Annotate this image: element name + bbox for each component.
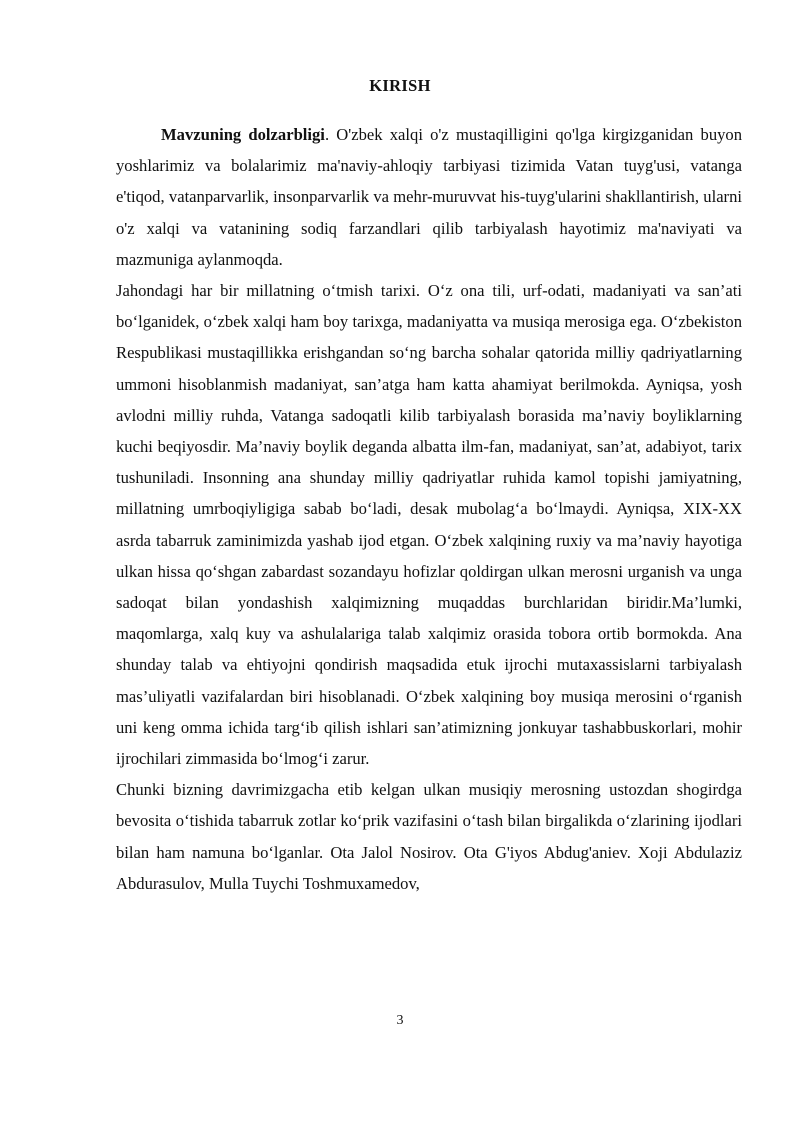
- section-heading: KIRISH: [369, 76, 431, 95]
- paragraph-heritage: Jahondagi har bir millatning o‘tmish tarixi. O‘z ona tili, urf-odati, madaniyati va san’ati bo‘lganidek, o‘zbek xalqi ham boy tarixga, madaniyatta va musiqa merosiga ega. O‘zbekiston Respublikasi mustaqillikka erishgandan so‘ng barcha sohalar qatorida milliy qadriyatlarning ummoni hisoblanmish madaniyat, san’atga ham katta ahamiyat berilmokda. Ayniqsa, yosh avlodni milliy ruhda, Vatanga sadoqatli kilib tarbiyalash borasida ma’naviy boyliklarning kuchi beqiyosdir. Ma’naviy boylik deganda albatta ilm-fan, madaniyat, san’at, adabiyot, tarix tushuniladi. Insonning ana shunday milliy qadriyatlar ruhida kamol topishi jamiyatning, millatning umrboqiyligiga sabab bo‘ladi, desak mubolag‘a bo‘lmaydi. Ayniqsa, XIX-XX asrda tabarruk zaminimizda yashab ijod etgan. O‘zbek xalqining ruxiy va ma’naviy hayotiga ulkan hissa qo‘shgan zabardast sozandayu hofizlar qoldirgan ulkan merosni urganish va unga sadoqat bilan yondashish xalqimizning muqaddas burchlaridan biridir.Ma’lumki, maqomlarga, xalq kuy va ashulalariga talab xalqimiz orasida tobora ortib bormokda. Ana shunday talab va ehtiyojni qondirish maqsadida etuk ijrochi mutaxassislarni tarbiyalash mas’uliyatli vazifalardan biri hisoblanadi. O‘zbek xalqining boy musiqa merosini o‘rganish uni keng omma ichida targ‘ib qilish ishlari san’atimizning jonkuyar tashabbuskorlari, mohir ijrochilari zimmasida bo‘lmog‘i zarur.: [116, 281, 742, 769]
- paragraph-relevance: [116, 119, 742, 275]
- paragraph-masters: Chunki bizning davrimizgacha etib kelgan ulkan musiqiy merosning ustozdan shogirdga bevosita o‘tishida tabarruk zotlar ko‘prik vazifasini o‘tash bilan birgalikda o‘zlarining ijodlari bilan ham namuna bo‘lganlar. Ota Jalol Nosirov. Ota G'iyos Abdug'aniev. Xoji Abdulaziz Abdurasulov, Mulla Tuychi Toshmuxamedov,: [116, 780, 742, 893]
- body-text: [116, 119, 742, 899]
- paragraph-relevance-text: . O'zbek xalqi o'z mustaqilligini qo'lga kirgizganidan buyon yoshlarimiz va bolalarimiz ma'naviy-ahloqiy tarbiyasi tizimida Vatan tuyg'usi, vatanga e'tiqod, vatanparvarlik, insonparvarlik va mehr-muruvvat his-tuyg'ularini shakllantirish, ularni o'z xalqi va vatanining sodiq farzandlari qilib tarbiyalash hayotimiz ma'naviyati va mazmuniga aylanmoqda.: [116, 125, 743, 269]
- paragraph-lead: Mavzuning dolzarbligi: [161, 125, 325, 144]
- page-number: 3: [396, 1013, 404, 1028]
